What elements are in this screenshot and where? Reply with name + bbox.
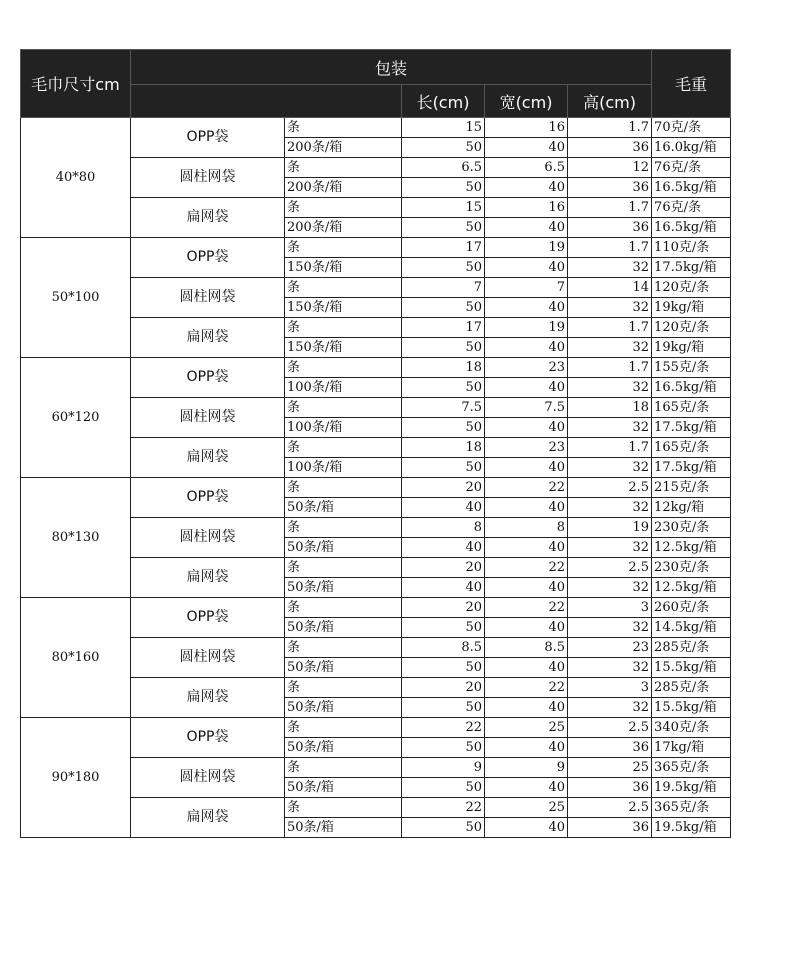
width-cell: 40 <box>485 218 568 238</box>
package-type-cell: 扁网袋 <box>131 198 285 238</box>
height-cell: 32 <box>568 618 652 638</box>
packing-unit-cell: 200条/箱 <box>285 218 402 238</box>
width-cell: 40 <box>485 658 568 678</box>
package-type-cell: 扁网袋 <box>131 558 285 598</box>
table-header <box>21 50 731 118</box>
height-cell: 32 <box>568 698 652 718</box>
table-row <box>21 718 731 738</box>
width-cell: 22 <box>485 598 568 618</box>
height-cell: 1.7 <box>568 238 652 258</box>
packing-unit-cell: 50条/箱 <box>285 498 402 518</box>
length-cell: 50 <box>402 258 485 278</box>
packing-unit-cell: 条 <box>285 198 402 218</box>
width-cell: 25 <box>485 798 568 818</box>
length-cell: 50 <box>402 738 485 758</box>
length-cell: 20 <box>402 678 485 698</box>
weight-cell: 17.5kg/箱 <box>652 458 731 478</box>
weight-cell: 110克/条 <box>652 238 731 258</box>
length-cell: 18 <box>402 358 485 378</box>
width-cell: 22 <box>485 678 568 698</box>
length-cell: 50 <box>402 138 485 158</box>
width-cell: 40 <box>485 138 568 158</box>
length-cell: 40 <box>402 538 485 558</box>
weight-cell: 12kg/箱 <box>652 498 731 518</box>
weight-cell: 285克/条 <box>652 638 731 658</box>
length-cell: 20 <box>402 558 485 578</box>
package-type-cell: 圆柱网袋 <box>131 158 285 198</box>
length-cell: 50 <box>402 338 485 358</box>
length-cell: 15 <box>402 118 485 138</box>
package-type-cell: OPP袋 <box>131 598 285 638</box>
weight-cell: 165克/条 <box>652 438 731 458</box>
weight-cell: 19.5kg/箱 <box>652 778 731 798</box>
weight-cell: 16.5kg/箱 <box>652 218 731 238</box>
weight-cell: 16.5kg/箱 <box>652 378 731 398</box>
packing-unit-cell: 100条/箱 <box>285 418 402 438</box>
table-body <box>21 118 731 838</box>
height-cell: 19 <box>568 518 652 538</box>
width-cell: 7 <box>485 278 568 298</box>
width-cell: 16 <box>485 118 568 138</box>
width-cell: 16 <box>485 198 568 218</box>
weight-cell: 76克/条 <box>652 198 731 218</box>
package-type-cell: OPP袋 <box>131 718 285 758</box>
weight-cell: 17.5kg/箱 <box>652 258 731 278</box>
width-cell: 40 <box>485 738 568 758</box>
packing-unit-cell: 200条/箱 <box>285 138 402 158</box>
header-blank <box>131 85 402 118</box>
height-cell: 12 <box>568 158 652 178</box>
table-row <box>21 238 731 258</box>
length-cell: 8.5 <box>402 638 485 658</box>
length-cell: 7.5 <box>402 398 485 418</box>
length-cell: 40 <box>402 578 485 598</box>
height-cell: 1.7 <box>568 198 652 218</box>
package-type-cell: 扁网袋 <box>131 318 285 358</box>
height-cell: 2.5 <box>568 718 652 738</box>
packing-unit-cell: 条 <box>285 438 402 458</box>
weight-cell: 165克/条 <box>652 398 731 418</box>
packing-unit-cell: 200条/箱 <box>285 178 402 198</box>
width-cell: 40 <box>485 618 568 638</box>
length-cell: 7 <box>402 278 485 298</box>
height-cell: 36 <box>568 218 652 238</box>
header-height: 高(cm) <box>568 85 652 118</box>
length-cell: 20 <box>402 478 485 498</box>
packing-unit-cell: 条 <box>285 758 402 778</box>
width-cell: 7.5 <box>485 398 568 418</box>
weight-cell: 16.0kg/箱 <box>652 138 731 158</box>
packing-unit-cell: 100条/箱 <box>285 458 402 478</box>
package-type-cell: OPP袋 <box>131 358 285 398</box>
weight-cell: 76克/条 <box>652 158 731 178</box>
towel-size-cell: 50*100 <box>21 238 131 358</box>
header-towel-size: 毛巾尺寸cm <box>21 50 131 118</box>
packing-unit-cell: 条 <box>285 158 402 178</box>
weight-cell: 14.5kg/箱 <box>652 618 731 638</box>
height-cell: 32 <box>568 578 652 598</box>
width-cell: 40 <box>485 538 568 558</box>
weight-cell: 12.5kg/箱 <box>652 578 731 598</box>
height-cell: 36 <box>568 178 652 198</box>
width-cell: 40 <box>485 298 568 318</box>
package-type-cell: OPP袋 <box>131 478 285 518</box>
height-cell: 36 <box>568 738 652 758</box>
length-cell: 17 <box>402 318 485 338</box>
packing-unit-cell: 50条/箱 <box>285 698 402 718</box>
length-cell: 18 <box>402 438 485 458</box>
packing-unit-cell: 条 <box>285 478 402 498</box>
header-width: 宽(cm) <box>485 85 568 118</box>
package-type-cell: 扁网袋 <box>131 438 285 478</box>
height-cell: 32 <box>568 298 652 318</box>
height-cell: 32 <box>568 658 652 678</box>
packing-unit-cell: 100条/箱 <box>285 378 402 398</box>
weight-cell: 120克/条 <box>652 318 731 338</box>
weight-cell: 365克/条 <box>652 758 731 778</box>
table-row <box>21 358 731 378</box>
package-type-cell: 圆柱网袋 <box>131 518 285 558</box>
header-gross-weight: 毛重 <box>652 50 731 118</box>
packing-unit-cell: 条 <box>285 598 402 618</box>
width-cell: 25 <box>485 718 568 738</box>
package-type-cell: 圆柱网袋 <box>131 398 285 438</box>
width-cell: 8 <box>485 518 568 538</box>
packing-unit-cell: 50条/箱 <box>285 618 402 638</box>
height-cell: 1.7 <box>568 358 652 378</box>
length-cell: 50 <box>402 218 485 238</box>
header-packaging: 包装 <box>131 50 652 85</box>
height-cell: 1.7 <box>568 438 652 458</box>
length-cell: 6.5 <box>402 158 485 178</box>
length-cell: 15 <box>402 198 485 218</box>
header-length: 长(cm) <box>402 85 485 118</box>
height-cell: 3 <box>568 678 652 698</box>
width-cell: 40 <box>485 418 568 438</box>
length-cell: 50 <box>402 378 485 398</box>
packing-unit-cell: 50条/箱 <box>285 578 402 598</box>
weight-cell: 230克/条 <box>652 558 731 578</box>
weight-cell: 70克/条 <box>652 118 731 138</box>
weight-cell: 19.5kg/箱 <box>652 818 731 838</box>
length-cell: 50 <box>402 818 485 838</box>
towel-size-cell: 80*160 <box>21 598 131 718</box>
towel-size-cell: 60*120 <box>21 358 131 478</box>
width-cell: 8.5 <box>485 638 568 658</box>
height-cell: 14 <box>568 278 652 298</box>
width-cell: 40 <box>485 818 568 838</box>
weight-cell: 285克/条 <box>652 678 731 698</box>
table-row <box>21 598 731 618</box>
length-cell: 50 <box>402 778 485 798</box>
towel-size-cell: 80*130 <box>21 478 131 598</box>
height-cell: 36 <box>568 138 652 158</box>
packing-unit-cell: 150条/箱 <box>285 298 402 318</box>
length-cell: 20 <box>402 598 485 618</box>
towel-spec-table <box>20 49 731 838</box>
width-cell: 9 <box>485 758 568 778</box>
height-cell: 36 <box>568 818 652 838</box>
length-cell: 17 <box>402 238 485 258</box>
weight-cell: 215克/条 <box>652 478 731 498</box>
weight-cell: 15.5kg/箱 <box>652 658 731 678</box>
height-cell: 32 <box>568 258 652 278</box>
width-cell: 40 <box>485 578 568 598</box>
length-cell: 8 <box>402 518 485 538</box>
height-cell: 25 <box>568 758 652 778</box>
package-type-cell: OPP袋 <box>131 238 285 278</box>
packing-unit-cell: 50条/箱 <box>285 738 402 758</box>
packing-unit-cell: 50条/箱 <box>285 778 402 798</box>
height-cell: 2.5 <box>568 478 652 498</box>
width-cell: 40 <box>485 178 568 198</box>
weight-cell: 155克/条 <box>652 358 731 378</box>
height-cell: 1.7 <box>568 318 652 338</box>
width-cell: 40 <box>485 698 568 718</box>
width-cell: 22 <box>485 478 568 498</box>
length-cell: 22 <box>402 798 485 818</box>
height-cell: 3 <box>568 598 652 618</box>
height-cell: 23 <box>568 638 652 658</box>
length-cell: 9 <box>402 758 485 778</box>
weight-cell: 19kg/箱 <box>652 338 731 358</box>
width-cell: 40 <box>485 498 568 518</box>
height-cell: 32 <box>568 378 652 398</box>
length-cell: 50 <box>402 418 485 438</box>
towel-size-cell: 90*180 <box>21 718 131 838</box>
package-type-cell: 扁网袋 <box>131 678 285 718</box>
packing-unit-cell: 50条/箱 <box>285 538 402 558</box>
table-row <box>21 478 731 498</box>
weight-cell: 340克/条 <box>652 718 731 738</box>
height-cell: 2.5 <box>568 798 652 818</box>
packing-unit-cell: 条 <box>285 638 402 658</box>
package-type-cell: 圆柱网袋 <box>131 758 285 798</box>
width-cell: 19 <box>485 318 568 338</box>
weight-cell: 260克/条 <box>652 598 731 618</box>
weight-cell: 16.5kg/箱 <box>652 178 731 198</box>
packing-unit-cell: 条 <box>285 558 402 578</box>
length-cell: 50 <box>402 698 485 718</box>
packing-unit-cell: 条 <box>285 518 402 538</box>
height-cell: 32 <box>568 538 652 558</box>
weight-cell: 365克/条 <box>652 798 731 818</box>
weight-cell: 17.5kg/箱 <box>652 418 731 438</box>
package-type-cell: 扁网袋 <box>131 798 285 838</box>
package-type-cell: OPP袋 <box>131 118 285 158</box>
width-cell: 40 <box>485 258 568 278</box>
packing-unit-cell: 50条/箱 <box>285 658 402 678</box>
weight-cell: 17kg/箱 <box>652 738 731 758</box>
height-cell: 1.7 <box>568 118 652 138</box>
packing-unit-cell: 条 <box>285 318 402 338</box>
table-row <box>21 118 731 138</box>
height-cell: 36 <box>568 778 652 798</box>
packing-unit-cell: 条 <box>285 678 402 698</box>
length-cell: 50 <box>402 458 485 478</box>
width-cell: 40 <box>485 458 568 478</box>
length-cell: 22 <box>402 718 485 738</box>
length-cell: 50 <box>402 298 485 318</box>
package-type-cell: 圆柱网袋 <box>131 278 285 318</box>
weight-cell: 120克/条 <box>652 278 731 298</box>
length-cell: 40 <box>402 498 485 518</box>
towel-size-cell: 40*80 <box>21 118 131 238</box>
height-cell: 32 <box>568 418 652 438</box>
length-cell: 50 <box>402 618 485 638</box>
packing-unit-cell: 条 <box>285 358 402 378</box>
width-cell: 22 <box>485 558 568 578</box>
width-cell: 23 <box>485 358 568 378</box>
packing-unit-cell: 条 <box>285 238 402 258</box>
packing-unit-cell: 150条/箱 <box>285 258 402 278</box>
weight-cell: 230克/条 <box>652 518 731 538</box>
package-type-cell: 圆柱网袋 <box>131 638 285 678</box>
width-cell: 23 <box>485 438 568 458</box>
weight-cell: 12.5kg/箱 <box>652 538 731 558</box>
packing-unit-cell: 50条/箱 <box>285 818 402 838</box>
weight-cell: 15.5kg/箱 <box>652 698 731 718</box>
height-cell: 2.5 <box>568 558 652 578</box>
width-cell: 6.5 <box>485 158 568 178</box>
height-cell: 18 <box>568 398 652 418</box>
packing-unit-cell: 150条/箱 <box>285 338 402 358</box>
width-cell: 19 <box>485 238 568 258</box>
width-cell: 40 <box>485 778 568 798</box>
packing-unit-cell: 条 <box>285 718 402 738</box>
weight-cell: 19kg/箱 <box>652 298 731 318</box>
width-cell: 40 <box>485 338 568 358</box>
length-cell: 50 <box>402 178 485 198</box>
packing-unit-cell: 条 <box>285 118 402 138</box>
length-cell: 50 <box>402 658 485 678</box>
packing-unit-cell: 条 <box>285 278 402 298</box>
height-cell: 32 <box>568 498 652 518</box>
height-cell: 32 <box>568 338 652 358</box>
packing-unit-cell: 条 <box>285 398 402 418</box>
width-cell: 40 <box>485 378 568 398</box>
height-cell: 32 <box>568 458 652 478</box>
packing-unit-cell: 条 <box>285 798 402 818</box>
